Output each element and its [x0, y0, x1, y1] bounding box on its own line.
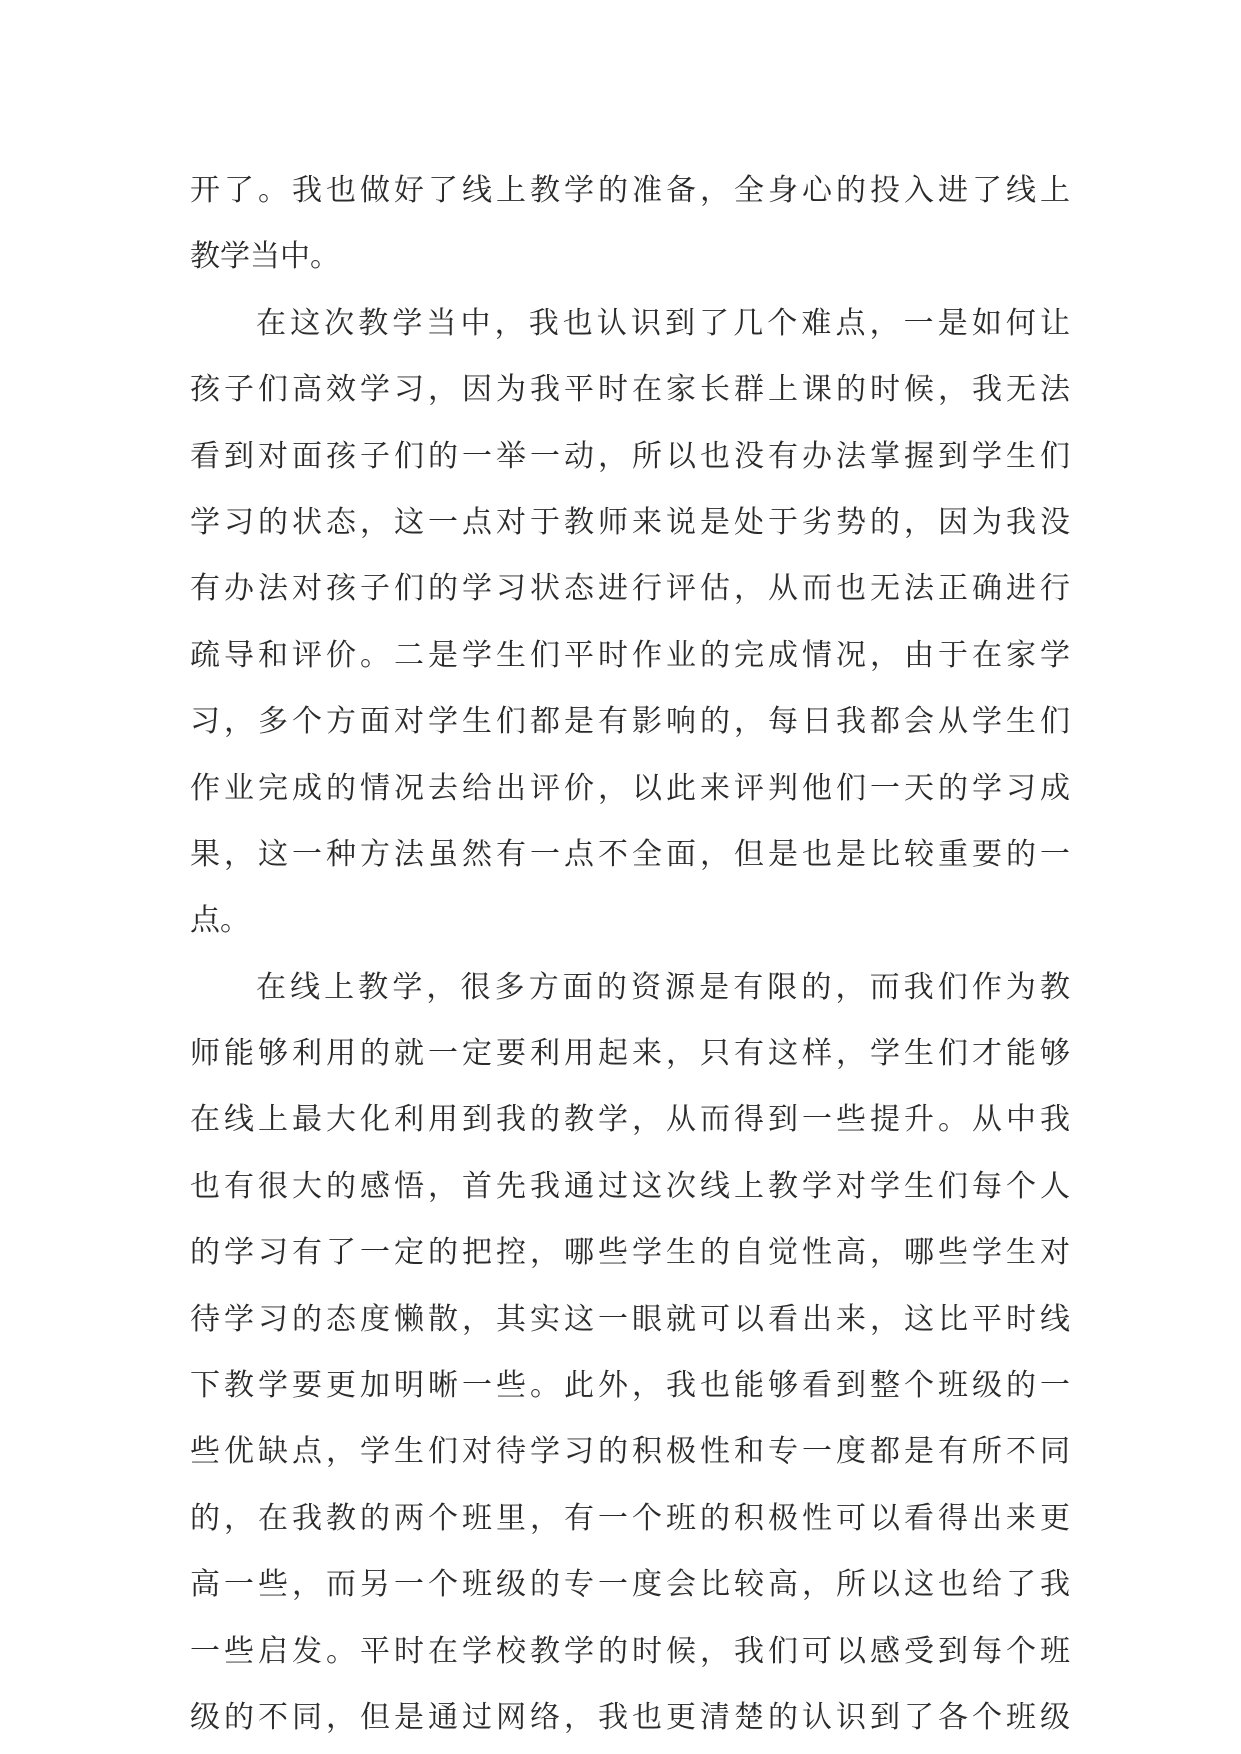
- text-line: 果，这一种方法虽然有一点不全面，但是也是比较重要的一: [190, 836, 1070, 872]
- text-line: 看到对面孩子们的一举一动，所以也没有办法掌握到学生们: [190, 438, 1070, 474]
- text-line: 有办法对孩子们的学习状态进行评估，从而也无法正确进行: [190, 571, 1070, 607]
- text-line: 下教学要更加明晰一些。此外，我也能够看到整个班级的一: [190, 1368, 1070, 1404]
- text-line: 在线上教学，很多方面的资源是有限的，而我们作为教: [256, 969, 1070, 1005]
- text-line: 高一些，而另一个班级的专一度会比较高，所以这也给了我: [190, 1567, 1070, 1603]
- text-line: 也有很大的感悟，首先我通过这次线上教学对学生们每个人: [190, 1168, 1070, 1204]
- text-line: 的学习有了一定的把控，哪些学生的自觉性高，哪些学生对: [190, 1235, 1070, 1271]
- text-line: 作业完成的情况去给出评价，以此来评判他们一天的学习成: [190, 770, 1070, 806]
- paragraph-3: [190, 955, 1070, 1752]
- body-text: [190, 158, 1070, 1751]
- text-line: 点。: [190, 903, 250, 939]
- text-line: 疏导和评价。二是学生们平时作业的完成情况，由于在家学: [190, 637, 1070, 673]
- text-line: 的，在我教的两个班里，有一个班的积极性可以看得出来更: [190, 1500, 1070, 1536]
- text-line: 教学当中。: [190, 239, 340, 275]
- text-line: 开了。我也做好了线上教学的准备，全身心的投入进了线上: [190, 173, 1070, 208]
- text-line: 学习的状态，这一点对于教师来说是处于劣势的，因为我没: [190, 504, 1070, 540]
- text-line: 些优缺点，学生们对待学习的积极性和专一度都是有所不同: [190, 1434, 1070, 1470]
- paragraph-2: [190, 291, 1070, 955]
- paragraph-1: [190, 158, 1070, 291]
- text-line: 习，多个方面对学生们都是有影响的，每日我都会从学生们: [190, 704, 1070, 740]
- text-line: 一些启发。平时在学校教学的时候，我们可以感受到每个班: [190, 1633, 1070, 1669]
- text-line: 师能够利用的就一定要利用起来，只有这样，学生们才能够: [190, 1036, 1070, 1072]
- text-line: 级的不同，但是通过网络，我也更清楚的认识到了各个班级: [190, 1699, 1070, 1735]
- text-line: 在线上最大化利用到我的教学，从而得到一些提升。从中我: [190, 1102, 1070, 1138]
- text-line: 在这次教学当中，我也认识到了几个难点，一是如何让: [256, 305, 1070, 341]
- text-line: 孩子们高效学习，因为我平时在家长群上课的时候，我无法: [190, 372, 1070, 408]
- text-line: 待学习的态度懒散，其实这一眼就可以看出来，这比平时线: [190, 1301, 1070, 1337]
